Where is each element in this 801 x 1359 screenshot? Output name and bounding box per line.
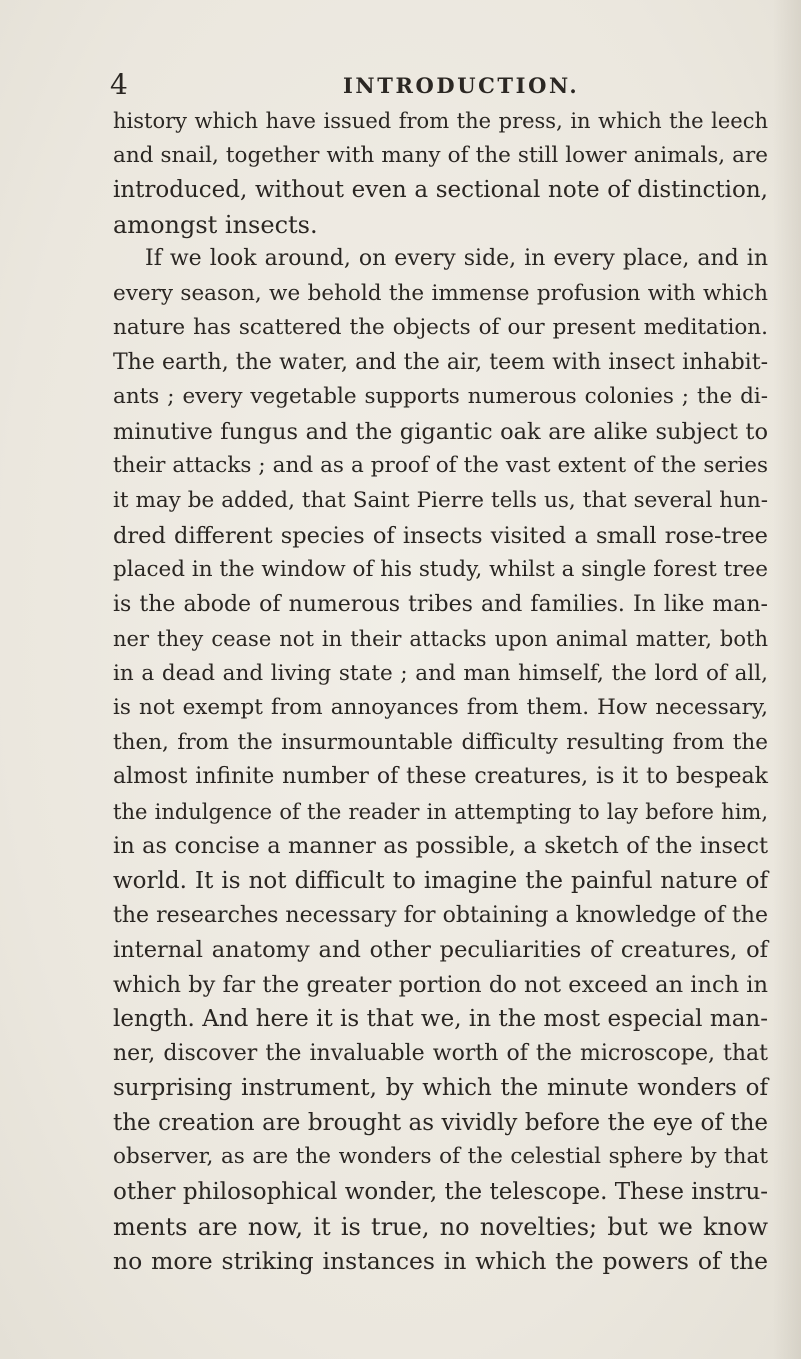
text-line: dred different species of insects visited a small rose-tree (113, 522, 768, 549)
page-edge-shadow (773, 0, 801, 1359)
text-line: length. And here it is that we, in the most especial man- (113, 1006, 768, 1033)
text-line: introduced, without even a sectional note of distinction, (113, 177, 768, 204)
text-line: The earth, the water, and the air, teem with insect inhabit- (113, 349, 768, 375)
text-line: other philosophical wonder, the telescope. These instru- (113, 1178, 769, 1205)
text-line: world. It is not difficult to imagine the painful nature of (113, 868, 768, 895)
text-line: the creation are brought as vividly before the eye of the (113, 1109, 768, 1136)
text-line: which by far the greater portion do not exceed an inch in (113, 971, 768, 998)
paragraph-first-line: If we look around, on every side, in every place, and in (145, 246, 768, 272)
text-line: observer, as are the wonders of the celestial sphere by that (113, 1144, 768, 1170)
text-line: in a dead and living state ; and man himself, the lord of all, (113, 660, 768, 686)
text-line: nature has scattered the objects of our present meditation. (113, 315, 768, 341)
text-line: is not exempt from annoyances from them. How necessary, (113, 695, 768, 721)
page-header (110, 68, 770, 108)
text-line: history which have issued from the press, in which the leech (113, 109, 768, 133)
text-line: internal anatomy and other peculiarities of creatures, of (113, 937, 768, 964)
text-line: amongst insects. (113, 210, 318, 239)
text-line: minutive fungus and the gigantic oak are alike subject to (113, 418, 768, 445)
text-line: ants ; every vegetable supports numerous colonies ; the di- (113, 384, 768, 410)
text-line: ner they cease not in their attacks upon animal matter, both (113, 627, 768, 652)
text-line: is the abode of numerous tribes and families. In like man- (113, 591, 768, 617)
text-line: it may be added, that Saint Pierre tells us, that several hun- (113, 488, 768, 514)
text-line: in as concise a manner as possible, a sketch of the insect (113, 833, 768, 860)
text-line: the indulgence of the reader in attempting to lay before him, (113, 799, 768, 824)
text-line: no more striking instances in which the powers of the (113, 1247, 768, 1276)
text-line: almost infinite number of these creatures, is it to bespeak (113, 764, 768, 790)
page-number: 4 (110, 68, 128, 101)
text-line: every season, we behold the immense profusion with which (113, 280, 768, 306)
text-line: their attacks ; and as a proof of the vast extent of the series (113, 453, 768, 479)
body-text (113, 104, 768, 1279)
text-line: the researches necessary for obtaining a knowledge of the (113, 902, 768, 928)
text-line: ments are now, it is true, no novelties; but we know (113, 1212, 768, 1241)
text-line: then, from the insurmountable difficulty resulting from the (113, 729, 768, 755)
running-head: INTRODUCTION. (343, 73, 580, 98)
text-line: placed in the window of his study, whilst a single forest tree (113, 557, 768, 583)
text-line: and snail, together with many of the still lower animals, are (113, 142, 768, 168)
text-line: ner, discover the invaluable worth of the microscope, that (113, 1040, 768, 1066)
text-line: surprising instrument, by which the minute wonders of (113, 1075, 768, 1102)
